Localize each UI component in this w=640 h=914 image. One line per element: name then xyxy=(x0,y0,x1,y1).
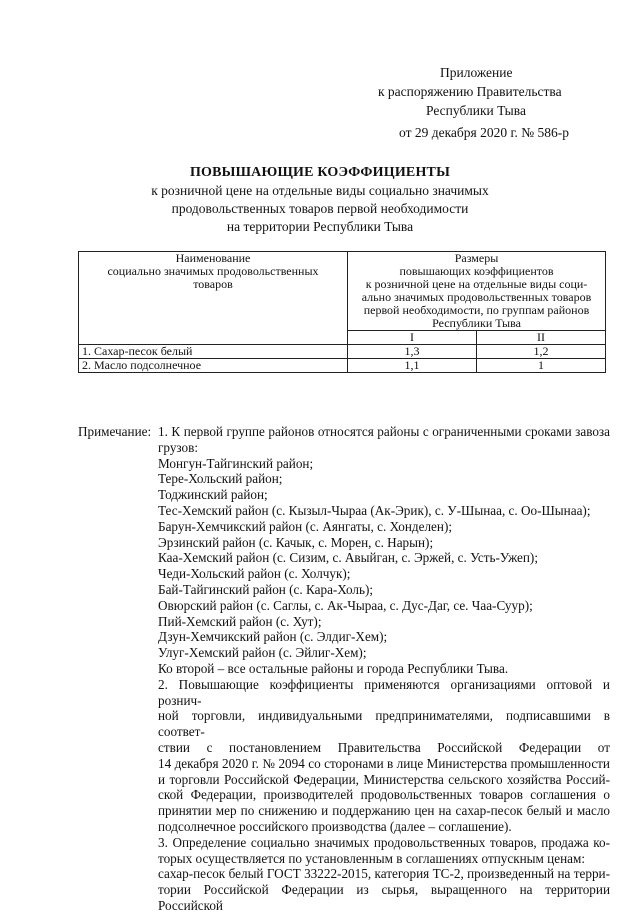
row-product-name: 1. Сахар-песок белый xyxy=(79,345,348,359)
table-row xyxy=(79,345,606,359)
note-line: Монгун-Тайгинский район; xyxy=(158,455,314,471)
note-line: Тоджинский район; xyxy=(158,487,268,503)
row-group-1-value: 1,3 xyxy=(348,345,477,359)
group-2-header: II xyxy=(477,331,606,345)
note-line: Каа-Хемский район (с. Сизим, с. Авыйган, с. Эржей, с. Усть-Ужеп); xyxy=(158,550,538,566)
note-line: ской Федерации, производителей продовольственных товаров соглашения о xyxy=(158,787,610,803)
note-line: ствии с постановлением Правительства Российской Федерации от xyxy=(158,739,610,755)
group-1-header: I xyxy=(348,331,477,345)
table-header-row xyxy=(79,252,606,331)
appendix-line-1: Приложение xyxy=(440,65,513,80)
table-row xyxy=(79,359,606,373)
note-line: Бай-Тайгинский район (с. Кара-Холь); xyxy=(158,581,374,597)
row-group-2-value: 1,2 xyxy=(477,345,606,359)
note-line: Улуг-Хемский район (с. Эйлиг-Хем); xyxy=(158,645,367,661)
note-line: Пий-Хемский район (с. Хут); xyxy=(158,613,322,629)
note-line: Дзун-Хемчикский район (с. Элдиг-Хем); xyxy=(158,629,388,645)
note-line: подсолнечное российского производства (далее – соглашение). xyxy=(158,818,512,834)
note-line: принятии мер по снижению и поддержанию цен на сахар-песок белый и масло xyxy=(158,803,610,819)
note-line: и торговли Российской Федерации, Министерства сельского хозяйства Россий- xyxy=(158,771,610,787)
note-line: Овюрский район (с. Саглы, с. Ак-Чыраа, с. Дус-Даг, се. Чаа-Суур); xyxy=(158,597,533,613)
title-main: ПОВЫШАЮЩИЕ КОЭФФИЦИЕНТЫ xyxy=(189,165,451,180)
note-line: Чеди-Хольский район (с. Холчук); xyxy=(158,566,351,582)
note-line: Эрзинский район (с. Качык, с. Морен, с. Нарын); xyxy=(158,534,434,550)
note-line: ной торговли, индивидуальными предпринимателями, подписавшими в соответ- xyxy=(158,708,610,740)
appendix-line-2: к распоряжению Правительства xyxy=(378,84,562,99)
note-line: Тере-Хольский район; xyxy=(158,471,283,487)
note-line: грузов: xyxy=(158,439,199,455)
title-sub-3: на территории Республики Тыва xyxy=(226,219,414,234)
note-line: Барун-Хемчикский район (с. Аянгаты, с. Хонделен); xyxy=(158,518,453,534)
note-line: тории Российской Федерации из сырья, выращенного на территории Российской xyxy=(158,882,610,913)
row-product-name: 2. Масло подсолнечное xyxy=(79,359,348,373)
note-line: 14 декабря 2020 г. № 2094 со сторонами в лице Министерства промышленности xyxy=(158,755,610,771)
title-sub-1: к розничной цене на отдельные виды социально значимых xyxy=(151,183,489,198)
note-line: 2. Повышающие коэффициенты применяются организациями оптовой и рознич- xyxy=(158,676,610,708)
header-coefficient-sizes: Размеры повышающих коэффициентов к розничной цене на отдельные виды соци- ально значимых продовольственных товаров первой необходимости, по группам районов Республики Тыва xyxy=(348,252,606,331)
row-group-2-value: 1 xyxy=(477,359,606,373)
note-line: сахар-песок белый ГОСТ 33222-2015, категория ТС-2, произведенный на терри- xyxy=(158,866,610,882)
document-title xyxy=(0,164,640,236)
appendix-line-3: Республики Тыва xyxy=(426,103,526,118)
coefficients-table xyxy=(78,251,606,373)
header-product-name: Наименование социально значимых продовольственных товаров xyxy=(79,252,348,345)
note-line: Тес-Хемский район (с. Кызыл-Чыраа (Ак-Эрик), с. У-Шынаа, с. Оо-Шынаа); xyxy=(158,502,591,518)
note-label: Примечание: xyxy=(78,424,152,439)
note-line: Ко второй – все остальные районы и города Республики Тыва. xyxy=(158,660,509,676)
note-line: торых осуществляется по установленным в соглашениях отпускным ценам: xyxy=(158,850,586,866)
note-line: 3. Определение социально значимых продовольственных товаров, продажа ко- xyxy=(158,834,610,850)
note-body xyxy=(158,424,610,914)
row-group-1-value: 1,1 xyxy=(348,359,477,373)
appendix-line-4: от 29 декабря 2020 г. № 586-р xyxy=(399,125,570,140)
note-line: 1. К первой группе районов относятся районы с ограниченными сроками завоза xyxy=(158,424,610,439)
title-sub-2: продовольственных товаров первой необходимости xyxy=(171,201,469,216)
